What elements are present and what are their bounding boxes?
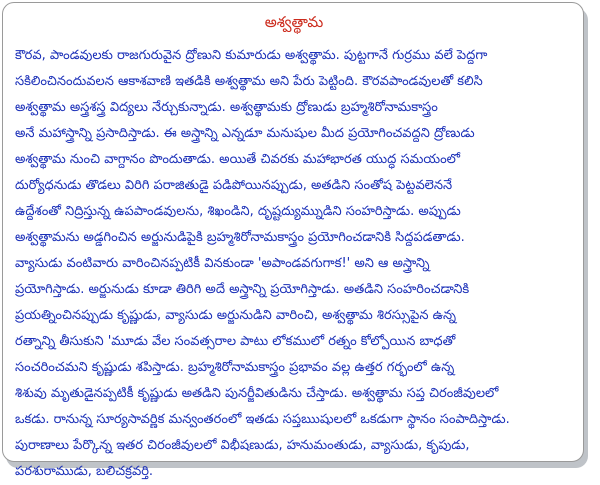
body-line: సంచరించమని కృష్ణుడు శపిస్తాడు. బ్రహ్మశిరోనామకాస్త్రం ప్రభావం వల్ల ఉత్తర గర్భంలో ఉన్న bbox=[15, 360, 455, 375]
body-line: అశ్వత్థామ నుంచి వాగ్దానం పొందుతాడు. అయితే చివరకు మహాభారత యుద్ధ సమయంలో bbox=[15, 152, 461, 167]
article-body bbox=[15, 43, 573, 485]
body-line: ఒకడు. రానున్న సూర్యసావర్ణిక మన్వంతరంలో ఇతడు సప్తఋషులలో ఒకడుగా స్థానం సంపాదిస్తాడు. bbox=[15, 412, 510, 427]
article-card bbox=[2, 2, 584, 479]
body-line: దుర్యోధనుడు తొడలు విరిగి పరాజితుడై పడిపోయినప్పుడు, అతడిని సంతోష పెట్టవలెననే bbox=[15, 178, 453, 193]
body-line: పరశురాముడు, బలిచక్రవర్తి. bbox=[15, 464, 154, 479]
body-line: అశ్వత్థామ అస్త్రశస్త్ర విద్యలు నేర్చుకున్నాడు. అశ్వత్థామకు ద్రోణుడు బ్రహ్మశిరోనామకాస్త్రం bbox=[15, 100, 438, 115]
body-line: సకిలించినందువలన ఆకాశవాణి ఇతడికి అశ్వత్థామ అని పేరు పెట్టింది. కౌరవపాండవులతో కలిసి bbox=[15, 74, 483, 89]
body-line: వ్యాసుడు వంటివారు వారించినప్పటికీ వినకుండా 'అపాండవగుగాక!' అని ఆ అస్త్రాన్ని bbox=[15, 256, 430, 271]
body-line: అనే మహాస్త్రాన్ని ప్రసాదిస్తాడు. ఈ అస్త్రాన్ని ఎన్నడూ మనుషుల మీద ప్రయోగించవద్దని ద్రోణుడు bbox=[15, 126, 475, 141]
article-title: అశ్వత్థామ bbox=[264, 13, 324, 31]
body-line: ఉద్దేశంతో నిద్రిస్తున్న ఉపపాండవులను, శిఖండిని, దృష్టద్యుమ్నుడిని సంహరిస్తాడు. అప్పుడు bbox=[15, 204, 461, 219]
body-line: అశ్వత్థామను అడ్డగించిన అర్జునుడిపైకి బ్రహ్మశిరోనామకాస్త్రం ప్రయోగించడానికి సిద్దపడతాడు. bbox=[15, 230, 465, 245]
body-line: పురాణాలు పేర్కొన్న ఇతర చిరంజీవులలో విభీషణుడు, హనుమంతుడు, వ్యాసుడు, కృపుడు, bbox=[15, 438, 470, 453]
body-line: శిశువు మృతుడైనప్పటికీ కృష్ణుడు అతడిని పునర్జీవితుడిను చేస్తాడు. అశ్వత్థామ సప్త చిరంజీవులలో bbox=[15, 386, 499, 401]
body-line: కౌరవ, పాండవులకు రాజగురువైన ద్రోణుని కుమారుడు అశ్వత్థామ. పుట్టగానే గుర్రము వలే పెద్దగా bbox=[15, 48, 488, 63]
body-line: ప్రయోగిస్తాడు. అర్జునుడు కూడా తిరిగి అదే అస్త్రాన్ని ప్రయోగిస్తాడు. అతడిని సంహరించడానికి bbox=[15, 282, 470, 297]
body-line: రత్నాన్ని తీసుకుని 'మూడు వేల సంవత్సరాల పాటు లోకములో రత్నం కోల్పోయిన బాధతో bbox=[15, 334, 456, 349]
body-line: ప్రయత్నించినప్పుడు కృష్ణుడు, వ్యాసుడు అర్జునుడిని వారించి, అశ్వత్థామ శిరస్సుపైన ఉన్న bbox=[15, 308, 456, 323]
